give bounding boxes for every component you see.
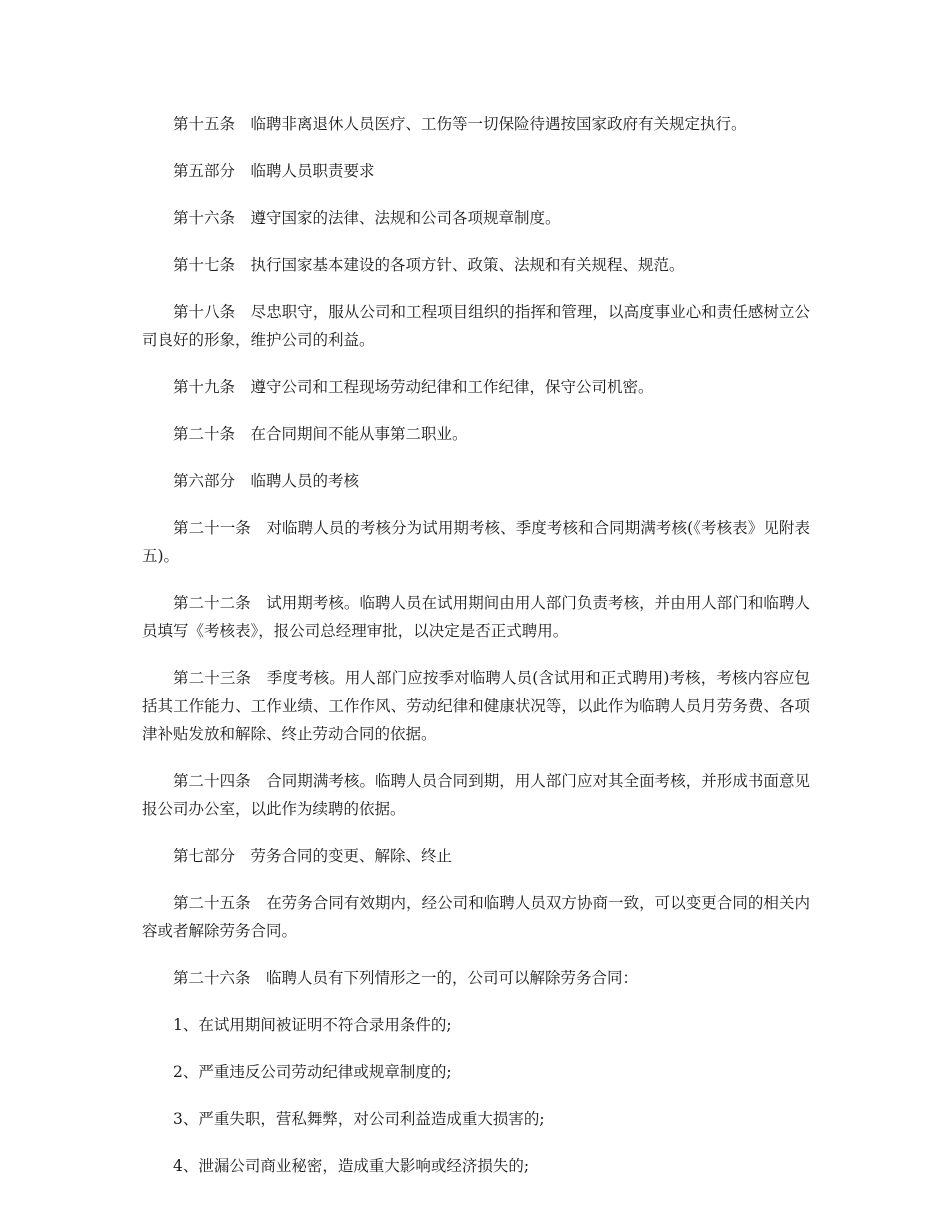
section-heading-part-5: 第五部分 临聘人员职责要求: [173, 162, 375, 180]
paragraph-article-19: 第十九条 遵守公司和工程现场劳动纪律和工作纪律，保守公司机密。: [173, 378, 654, 396]
paragraph-article-15: 第十五条 临聘非离退休人员医疗、工伤等一切保险待遇按国家政府有关规定执行。: [173, 115, 747, 133]
paragraph-article-26: 第二十六条 临聘人员有下列情形之一的，公司可以解除劳务合同：: [173, 969, 639, 987]
list-item-1: 1、在试用期间被证明不符合录用条件的;: [173, 1016, 452, 1034]
paragraph-article-24: 第二十四条 合同期满考核。临聘人员合同到期，用人部门应对其全面考核，并形成书面意见报公司办公室，以此作为续聘的依据。: [142, 772, 810, 818]
paragraph-article-25: 第二十五条 在劳务合同有效期内，经公司和临聘人员双方协商一致，可以变更合同的相关内容或者解除劳务合同。: [142, 894, 810, 940]
list-item-2: 2、严重违反公司劳动纪律或规章制度的;: [173, 1063, 452, 1081]
paragraph-article-16: 第十六条 遵守国家的法律、法规和公司各项规章制度。: [173, 209, 561, 227]
section-heading-part-6: 第六部分 临聘人员的考核: [173, 472, 360, 490]
list-item-3: 3、严重失职，营私舞弊，对公司利益造成重大损害的;: [173, 1110, 545, 1128]
paragraph-article-23: 第二十三条 季度考核。用人部门应按季对临聘人员(含试用和正式聘用)考核，考核内容应包括其工作能力、工作业绩、工作作风、劳动纪律和健康状况等，以此作为临聘人员月劳务费、各项津补贴发放和解除、终止劳动合同的依据。: [142, 669, 810, 743]
document-page: [142, 110, 810, 1199]
paragraph-article-18: 第十八条 尽忠职守，服从公司和工程项目组织的指挥和管理，以高度事业心和责任感树立公司良好的形象，维护公司的利益。: [142, 303, 810, 349]
section-heading-part-7: 第七部分 劳务合同的变更、解除、终止: [173, 847, 453, 865]
paragraph-article-21: 第二十一条 对临聘人员的考核分为试用期考核、季度考核和合同期满考核(《考核表》见附表五)。: [142, 519, 810, 565]
list-item-4: 4、泄漏公司商业秘密，造成重大影响或经济损失的;: [173, 1157, 530, 1175]
paragraph-article-22: 第二十二条 试用期考核。临聘人员在试用期间由用人部门负责考核，并由用人部门和临聘人员填写《考核表》，报公司总经理审批，以决定是否正式聘用。: [142, 594, 810, 640]
paragraph-article-17: 第十七条 执行国家基本建设的各项方针、政策、法规和有关规程、规范。: [173, 256, 685, 274]
paragraph-article-20: 第二十条 在合同期间不能从事第二职业。: [173, 425, 468, 443]
